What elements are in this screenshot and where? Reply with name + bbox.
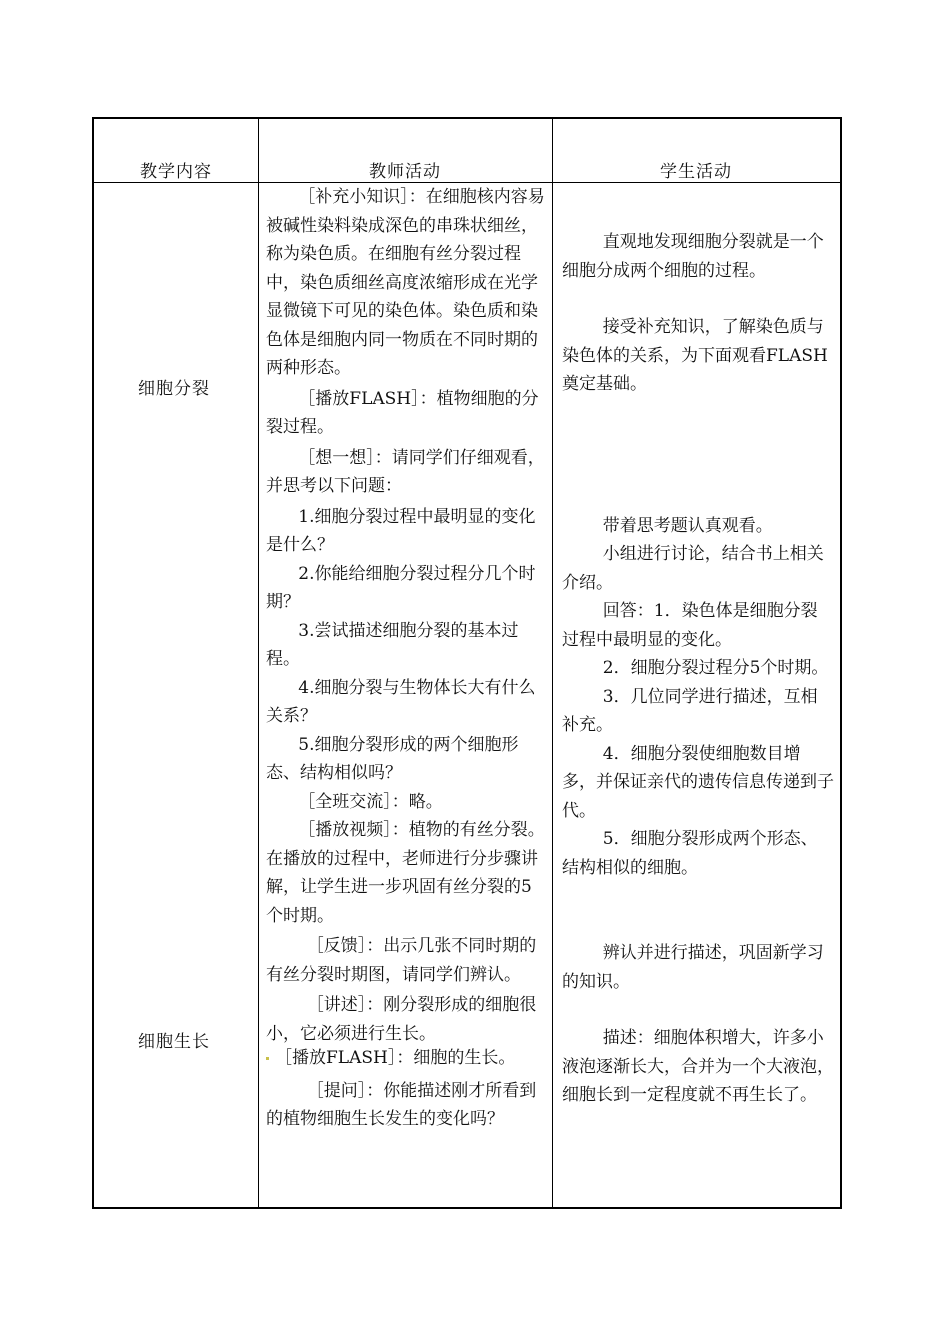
student-watch: 带着思考题认真观看。	[602, 515, 773, 536]
margin-mark	[266, 1057, 269, 1060]
teacher-narrate: ［讲述］：刚分裂形成的细胞很小，它必须进行生长。	[266, 995, 537, 1044]
content-label-growth: 细胞生长	[138, 1032, 210, 1052]
header-teacher: 教师活动	[369, 162, 441, 182]
lesson-table	[92, 117, 842, 1209]
student-observe: 直观地发现细胞分裂就是一个细胞分成两个细胞的过程。	[562, 232, 824, 281]
teacher-question-5: 5.细胞分裂形成的两个细胞形态、结构相似吗？	[266, 734, 519, 783]
column-divider	[552, 119, 553, 1207]
student-answer: 回答：1．染色体是细胞分裂过程中最明显的变化。	[562, 601, 818, 650]
teacher-feedback: ［反馈］：出示几张不同时期的有丝分裂时期图，请同学们辨认。	[266, 936, 537, 985]
teacher-question: ［提问］：你能描述刚才所看到的植物细胞生长发生的变化吗？	[266, 1080, 537, 1129]
student-accept: 接受补充知识，了解染色质与染色体的关系，为下面观看FLASH奠定基础。	[562, 317, 828, 394]
teacher-think: ［想一想］：请同学们仔细观看，并思考以下问题：	[266, 447, 545, 496]
header-student: 学生活动	[660, 162, 732, 182]
student-answer-4: 4．细胞分裂使细胞数目增多，并保证亲代的遗传信息传递到子代。	[562, 743, 834, 821]
student-answer-3: 3．几位同学进行描述，互相补充。	[562, 686, 818, 735]
header-content: 教学内容	[140, 162, 212, 182]
teacher-question-1: 1.细胞分裂过程中最明显的变化是什么？	[266, 506, 536, 555]
student-activities	[562, 183, 834, 1110]
content-label-division: 细胞分裂	[138, 379, 210, 399]
teacher-supplement: ［补充小知识］：在细胞核内容易被碱性染料染成深色的串珠状细丝，称为染色质。在细胞有丝分裂过程中，染色质细丝高度浓缩形成在光学显微镜下可见的染色体。染色质和染色体是细胞内同一物质在不同时期的两种形态。	[266, 187, 545, 378]
teacher-flash-division: ［播放FLASH］：植物细胞的分裂过程。	[266, 388, 539, 437]
teacher-question-2: 2.你能给细胞分裂过程分几个时期？	[266, 563, 536, 612]
teacher-flash-growth: ［播放FLASH］：细胞的生长。	[275, 1048, 516, 1068]
column-divider	[258, 119, 259, 1207]
teacher-flash-growth-line	[266, 1044, 546, 1073]
student-answer-2: 2．细胞分裂过程分5个时期。	[602, 658, 829, 678]
student-answer-5: 5．细胞分裂形成两个形态、结构相似的细胞。	[562, 829, 818, 878]
teacher-exchange: ［全班交流］：略。	[298, 791, 443, 812]
student-describe: 描述：细胞体积增大，许多小液泡逐渐长大，合并为一个大液泡，细胞长到一定程度就不再生长了。	[562, 1028, 834, 1105]
teacher-video: ［播放视频］：植物的有丝分裂。在播放的过程中，老师进行分步骤讲解，让学生进一步巩固有丝分裂的5个时期。	[266, 820, 545, 926]
student-discuss: 小组进行讨论，结合书上相关介绍。	[562, 544, 824, 593]
student-identify: 辨认并进行描述，巩固新学习的知识。	[562, 943, 824, 992]
teacher-question-3: 3.尝试描述细胞分裂的基本过程。	[266, 620, 519, 669]
teacher-question-4: 4.细胞分裂与生物体长大有什么关系？	[266, 677, 536, 726]
teacher-activities	[266, 183, 546, 1134]
